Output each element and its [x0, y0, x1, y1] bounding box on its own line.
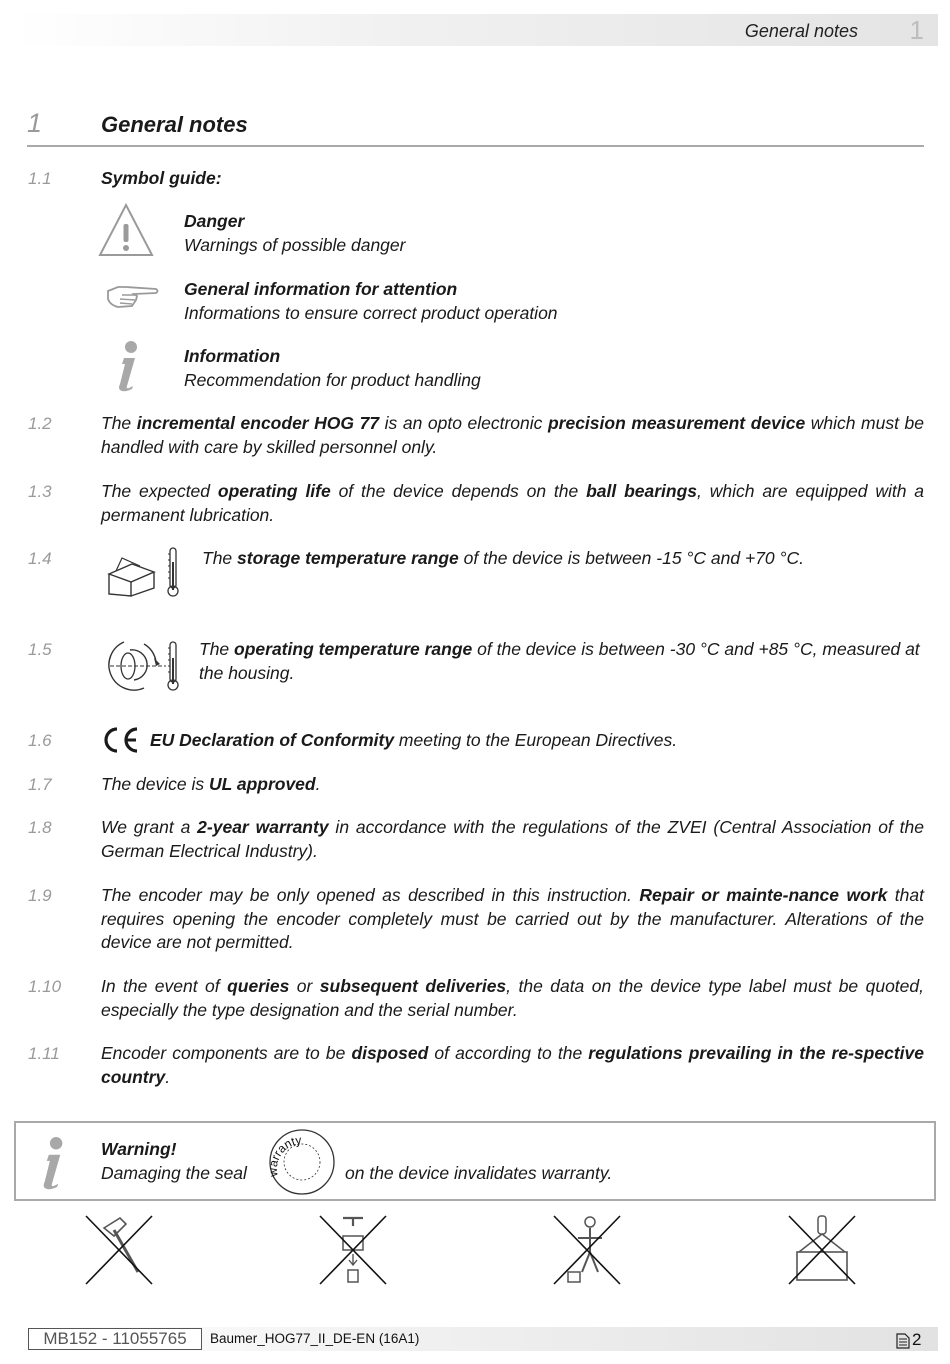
footer-code: MB152 - 11055765 [28, 1328, 202, 1350]
section-number: 1.1 [28, 169, 52, 188]
note-text: In the event of queries or subsequent deliveries, the data on the device type label must be quoted, especially the type designation and the serial number. [101, 976, 924, 1020]
symbol-title-information: Information [184, 346, 281, 366]
section-number: 1.2 [28, 414, 52, 433]
note-text: The storage temperature range of the device is between -15 °C and +70 °C. [202, 548, 805, 568]
section-number: 1.7 [28, 775, 52, 794]
note-text: The expected operating life of the device depends on the ball bearings, which are equipped with a permanent lubrication. [101, 481, 925, 525]
chapter-number: 1 [27, 108, 43, 138]
note-text: The encoder may be only opened as described in this instruction. Repair or mainte-nance work that requires opening the encoder completely must be carried out by the manufacturer. Alterations of the device are not permitted. [101, 885, 924, 952]
warning-title: Warning! [101, 1139, 177, 1159]
page-number: 2 [912, 1330, 922, 1349]
footer-document-name: Baumer_HOG77_II_DE-EN (16A1) [210, 1331, 420, 1346]
warning-text-before: Damaging the seal [101, 1163, 247, 1183]
seal-text: warranty [266, 1132, 303, 1178]
danger-triangle-icon [98, 202, 154, 258]
symbol-description-danger: Warnings of possible danger [184, 235, 406, 255]
symbol-description-attention: Informations to ensure correct product operation [184, 303, 558, 323]
document-icon [896, 1333, 910, 1349]
note-text: EU Declaration of Conformity meeting to the European Directives. [150, 730, 678, 750]
note-text: The device is UL approved. [101, 774, 321, 794]
section-number: 1.9 [28, 886, 52, 905]
section-number: 1.4 [28, 549, 52, 568]
note-text: We grant a 2-year warranty in accordance with the regulations of the ZVEI (Central Association of the German Electrical Industry). [101, 817, 924, 861]
storage-temperature-icon [104, 546, 184, 598]
section-number: 1.6 [28, 731, 52, 750]
no-hammer-icon [84, 1214, 154, 1286]
symbol-title-danger: Danger [184, 211, 245, 231]
section-number: 1.5 [28, 640, 52, 659]
symbol-guide-heading: Symbol guide: [101, 168, 222, 188]
section-number: 1.10 [28, 977, 62, 996]
section-number: 1.11 [28, 1044, 60, 1063]
info-icon [38, 1136, 68, 1190]
no-axial-load-icon [318, 1214, 388, 1286]
warning-text-after: on the device invalidates warranty. [345, 1163, 613, 1183]
info-icon [114, 340, 142, 392]
operating-temperature-icon [104, 636, 184, 694]
header-chapter-number: 1 [909, 15, 924, 45]
chapter-divider [27, 145, 924, 147]
chapter-title: General notes [101, 112, 248, 137]
section-number: 1.8 [28, 818, 52, 837]
symbol-description-information: Recommendation for product handling [184, 370, 481, 390]
note-text: Encoder components are to be disposed of according to the regulations prevailing in the re-spective country. [101, 1043, 924, 1087]
symbol-title-attention: General information for attention [184, 279, 458, 299]
no-hanging-load-icon [787, 1214, 857, 1286]
pointing-hand-icon [104, 283, 160, 311]
ce-mark-icon [101, 726, 141, 754]
warranty-seal-icon [266, 1128, 338, 1196]
no-stepping-icon [552, 1214, 622, 1286]
note-text: The incremental encoder HOG 77 is an opto electronic precision measurement device which must be handled with care by skilled personnel only. [101, 413, 925, 457]
note-text: The operating temperature range of the device is between -30 °C and +85 °C, measured at the housing. [199, 639, 920, 683]
header-title: General notes [744, 21, 858, 41]
section-number: 1.3 [28, 482, 52, 501]
